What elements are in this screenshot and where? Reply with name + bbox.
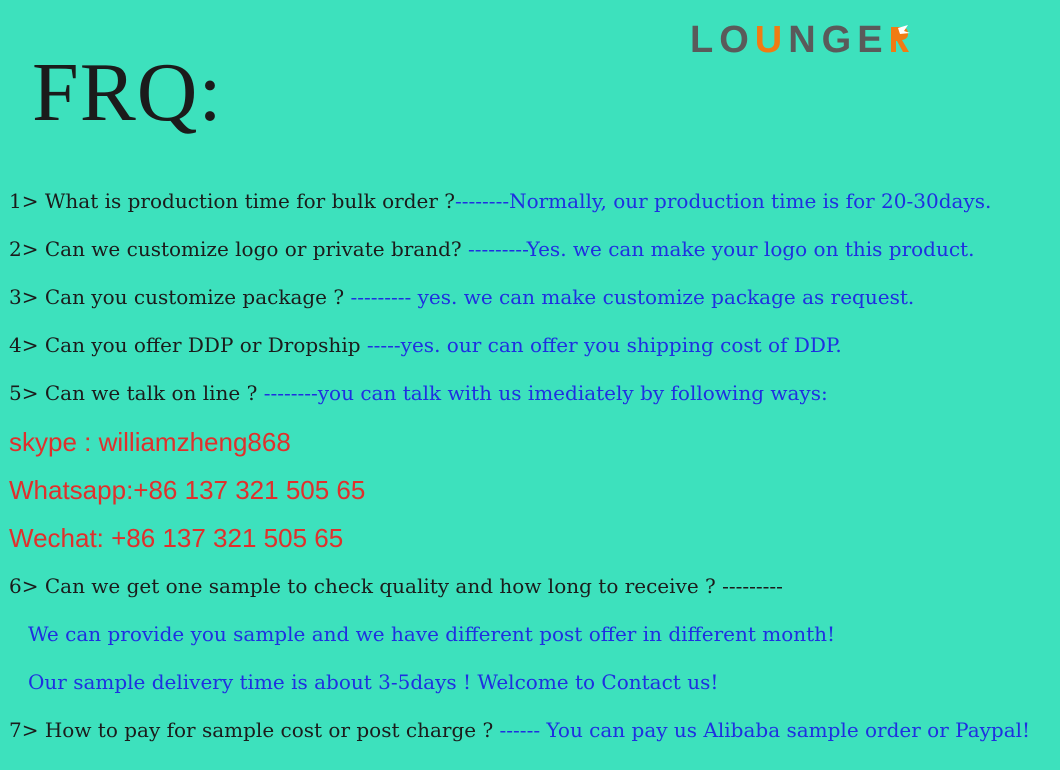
faq-question: 5> Can we talk on line ?	[9, 381, 264, 405]
faq-item-2	[9, 234, 974, 264]
faq-item-3	[9, 282, 914, 312]
faq-item-5	[9, 378, 828, 408]
faq-item-6	[9, 571, 783, 601]
faq-answer: Our sample delivery time is about 3-5days ! Welcome to Contact us!	[28, 670, 719, 694]
faq-item-1	[9, 186, 991, 216]
contact-wechat: Wechat: +86 137 321 505 65	[9, 523, 344, 553]
faq-item-4	[9, 330, 842, 360]
page-title: FRQ:	[32, 46, 223, 139]
faq-answer: ------ You can pay us Alibaba sample order or Paypal!	[499, 718, 1031, 742]
faq-answer: --------Normally, our production time is for 20-30days.	[455, 189, 992, 213]
logo-text-part1: LO	[690, 19, 755, 61]
faq-question: 7> How to pay for sample cost or post charge ?	[9, 718, 500, 742]
faq-question: 1> What is production time for bulk order ?	[9, 189, 456, 213]
faq-question: 6> Can we get one sample to check quality and how long to receive ? ---------	[9, 574, 783, 598]
contact-skype: skype : williamzheng868	[9, 427, 291, 457]
flag-icon	[889, 20, 911, 48]
faq-answer: --------you can talk with us imediately by following ways:	[263, 381, 828, 405]
logo-text-part3: NGE	[788, 19, 889, 61]
faq-answer-6-line-1	[28, 619, 835, 649]
faq-answer: --------- yes. we can make customize package as request.	[350, 285, 915, 309]
faq-answer: ---------Yes. we can make your logo on this product.	[468, 237, 975, 261]
contact-whatsapp: Whatsapp:+86 137 321 505 65	[9, 475, 366, 505]
faq-answer: -----yes. our can offer you shipping cost of DDP.	[366, 333, 842, 357]
faq-question: 3> Can you customize package ?	[9, 285, 351, 309]
logo-text-part2: U	[754, 19, 789, 61]
faq-answer-6-line-2	[28, 667, 718, 697]
faq-item-7	[9, 715, 1030, 745]
faq-answer: We can provide you sample and we have different post offer in different month!	[28, 622, 836, 646]
brand-logo	[690, 18, 911, 62]
faq-question: 4> Can you offer DDP or Dropship	[9, 333, 367, 357]
faq-question: 2> Can we customize logo or private brand?	[9, 237, 468, 261]
